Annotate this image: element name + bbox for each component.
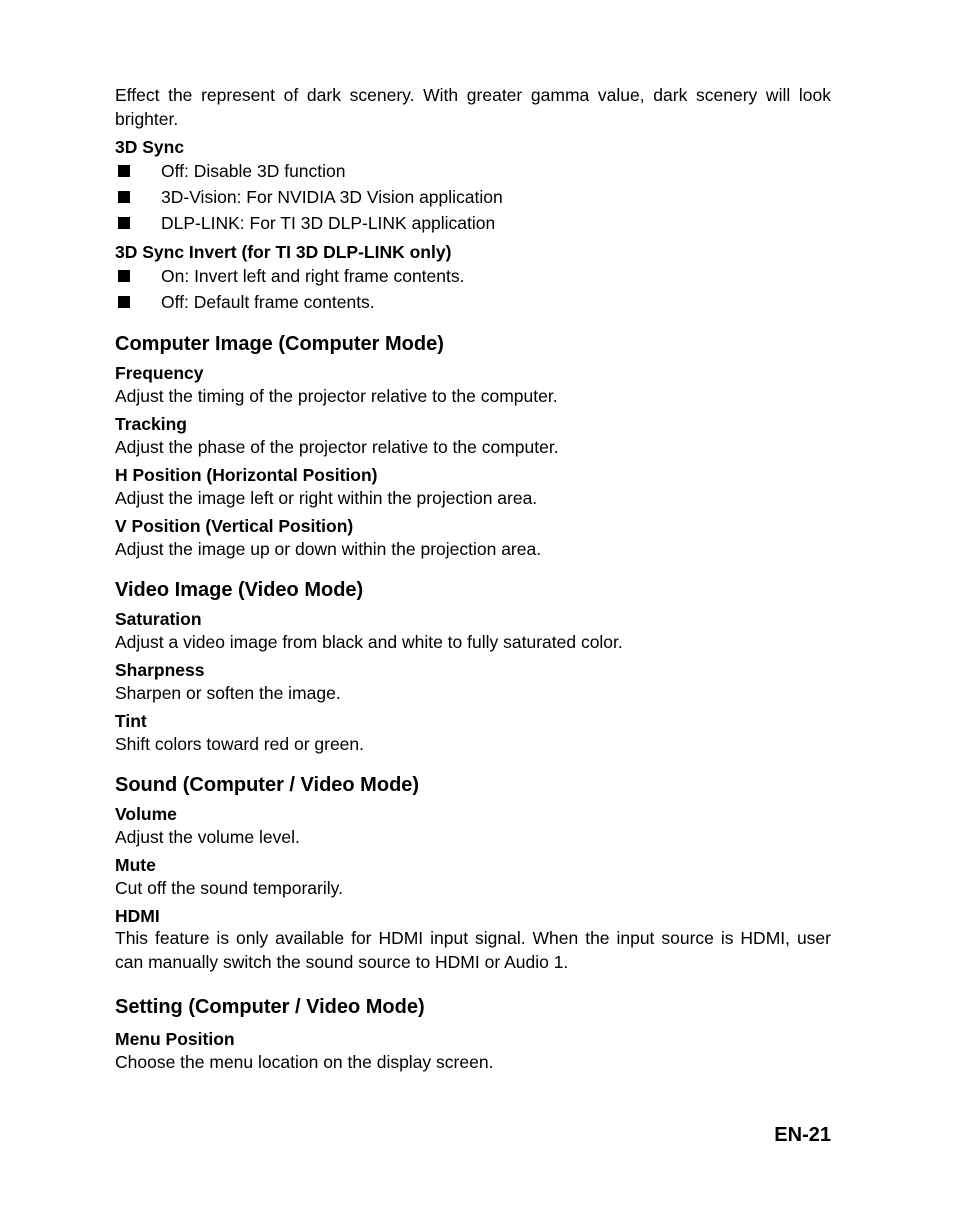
entry-label: Frequency (115, 363, 204, 383)
entry-label: Sharpness (115, 660, 205, 680)
list-item-text: Off: Default frame contents. (161, 292, 375, 312)
section-heading-setting: Setting (Computer / Video Mode) (115, 996, 425, 1018)
entry-label: Volume (115, 804, 177, 824)
bullet-square-icon (118, 191, 130, 203)
sync-invert-options (115, 263, 831, 315)
entry-label: Tracking (115, 414, 187, 434)
bullet-square-icon (118, 296, 130, 308)
sync-heading: 3D Sync (115, 137, 185, 157)
section-heading-computer-image: Computer Image (Computer Mode) (115, 333, 444, 355)
list-item (115, 210, 831, 236)
entry-label: Menu Position (115, 1029, 235, 1049)
entry-description: Adjust the timing of the projector relative to the computer. (115, 386, 558, 406)
bullet-square-icon (118, 270, 130, 282)
entry-label: Saturation (115, 609, 202, 629)
entry-description: Adjust the volume level. (115, 827, 300, 847)
bullet-square-icon (118, 217, 130, 229)
entry-label: V Position (Vertical Position) (115, 516, 354, 536)
list-item-text: Off: Disable 3D function (161, 161, 346, 181)
entry-description: Adjust the image up or down within the projection area. (115, 539, 542, 559)
entry-description: Adjust the phase of the projector relative to the computer. (115, 437, 559, 457)
section-heading-video-image: Video Image (Video Mode) (115, 579, 364, 601)
list-item (115, 289, 831, 315)
section-heading-sound: Sound (Computer / Video Mode) (115, 774, 420, 796)
entry-description: Sharpen or soften the image. (115, 683, 341, 703)
list-item-text: On: Invert left and right frame contents. (161, 266, 465, 286)
entry-description: Shift colors toward red or green. (115, 734, 365, 754)
entry-description: Cut off the sound temporarily. (115, 878, 343, 898)
sync-invert-heading: 3D Sync Invert (for TI 3D DLP-LINK only) (115, 242, 452, 262)
entry-label: H Position (Horizontal Position) (115, 465, 378, 485)
entry-description: Adjust a video image from black and white to fully saturated color. (115, 632, 623, 652)
bullet-square-icon (118, 165, 130, 177)
list-item (115, 158, 831, 184)
page-number: EN-21 (774, 1124, 831, 1146)
manual-page (115, 84, 831, 1078)
gamma-description: Effect the represent of dark scenery. With greater gamma value, dark scenery will look brighter. (115, 85, 831, 129)
entry-label: Tint (115, 711, 147, 731)
entry-label: Mute (115, 855, 156, 875)
entry-description: This feature is only available for HDMI input signal. When the input source is HDMI, user can manually switch the sound source to HDMI or Audio 1. (115, 928, 831, 972)
entry-description: Choose the menu location on the display screen. (115, 1052, 494, 1072)
list-item (115, 263, 831, 289)
list-item (115, 184, 831, 210)
list-item-text: 3D-Vision: For NVIDIA 3D Vision application (161, 187, 503, 207)
entry-description: Adjust the image left or right within the projection area. (115, 488, 538, 508)
sync-options (115, 158, 831, 236)
entry-label: HDMI (115, 906, 160, 926)
list-item-text: DLP-LINK: For TI 3D DLP-LINK application (161, 213, 496, 233)
